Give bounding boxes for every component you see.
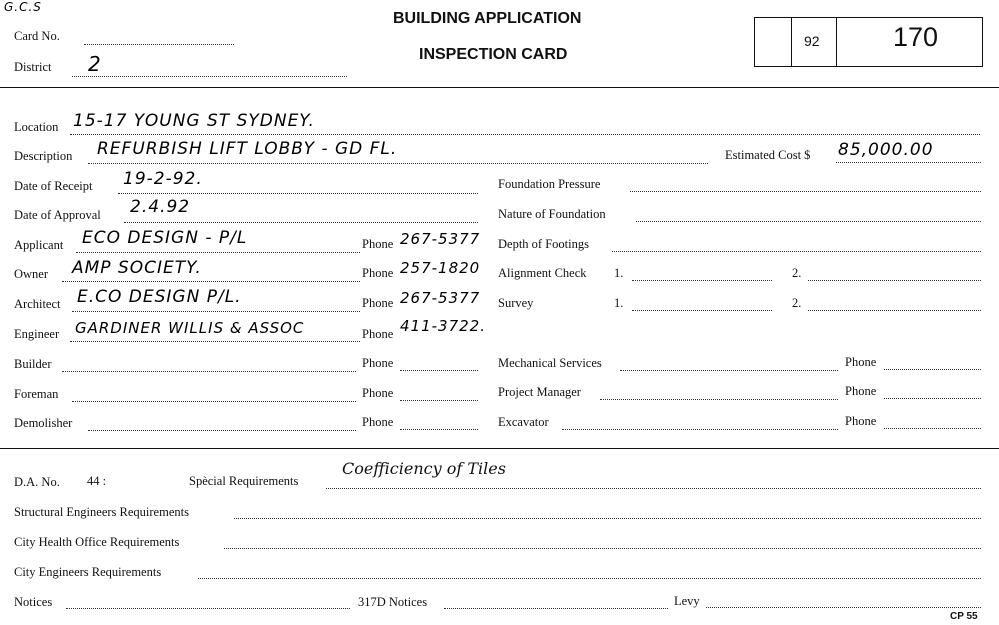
special-requirements-value: Coefficiency of Tiles bbox=[342, 459, 506, 478]
architect-line[interactable] bbox=[72, 311, 360, 312]
depth-footings-line[interactable] bbox=[612, 251, 981, 252]
card-number-box bbox=[754, 17, 983, 67]
excavator-phone-label: Phone bbox=[845, 414, 877, 428]
engineer-line[interactable] bbox=[70, 341, 360, 342]
demolisher-line[interactable] bbox=[88, 430, 356, 431]
applicant-phone-label: Phone bbox=[362, 237, 394, 251]
demolisher-label: Demolisher bbox=[14, 416, 73, 430]
date-approval-line[interactable] bbox=[124, 222, 478, 223]
card-no-line[interactable] bbox=[84, 44, 234, 45]
date-receipt-line[interactable] bbox=[118, 193, 478, 194]
mechanical-line[interactable] bbox=[620, 370, 838, 371]
owner-phone-label: Phone bbox=[362, 266, 394, 280]
form-title-line1: BUILDING APPLICATION bbox=[393, 10, 582, 27]
box-divider-2 bbox=[836, 17, 837, 67]
foundation-pressure-label: Foundation Pressure bbox=[498, 177, 601, 191]
survey-line1[interactable] bbox=[632, 310, 772, 311]
levy-line[interactable] bbox=[706, 607, 981, 608]
owner-value: AMP SOCIETY. bbox=[72, 258, 202, 278]
notices-317d-label: 317D Notices bbox=[358, 595, 428, 609]
depth-footings-label: Depth of Footings bbox=[498, 237, 589, 251]
project-manager-phone-label: Phone bbox=[845, 384, 877, 398]
engineer-phone-value: 411-3722. bbox=[400, 317, 486, 335]
mechanical-phone-label: Phone bbox=[845, 355, 877, 369]
structural-label: Structural Engineers Requirements bbox=[14, 505, 189, 519]
da-no-label: D.A. No. bbox=[14, 475, 60, 489]
mechanical-phone-line[interactable] bbox=[884, 369, 981, 370]
city-engineers-line[interactable] bbox=[198, 578, 981, 579]
project-manager-label: Project Manager bbox=[498, 385, 581, 399]
date-approval-label: Date of Approval bbox=[14, 208, 101, 222]
builder-label: Builder bbox=[14, 357, 52, 371]
location-value: 15-17 YOUNG ST SYDNEY. bbox=[73, 111, 315, 131]
da-no-value: 44 : bbox=[87, 474, 107, 488]
bottom-divider bbox=[0, 448, 999, 449]
project-manager-line[interactable] bbox=[600, 399, 838, 400]
demolisher-phone-label: Phone bbox=[362, 415, 394, 429]
alignment-check-num1: 1. bbox=[614, 266, 624, 280]
architect-phone-value: 267-5377 bbox=[400, 289, 481, 307]
health-label: City Health Office Requirements bbox=[14, 535, 180, 549]
structural-line[interactable] bbox=[234, 518, 981, 519]
description-value: REFURBISH LIFT LOBBY - GD FL. bbox=[97, 139, 398, 159]
district-label: District bbox=[14, 60, 52, 74]
foreman-phone-line[interactable] bbox=[400, 400, 478, 401]
project-manager-phone-line[interactable] bbox=[884, 398, 981, 399]
box-large-number: 170 bbox=[893, 22, 939, 52]
notices-line[interactable] bbox=[66, 608, 350, 609]
estimated-cost-label: Estimated Cost $ bbox=[725, 148, 811, 162]
margin-note: G.C.S bbox=[4, 0, 42, 14]
box-small-number: 92 bbox=[804, 33, 820, 49]
district-line[interactable] bbox=[72, 76, 347, 77]
architect-phone-label: Phone bbox=[362, 296, 394, 310]
date-receipt-label: Date of Receipt bbox=[14, 179, 93, 193]
alignment-check-line1[interactable] bbox=[632, 280, 772, 281]
notices-label: Notices bbox=[14, 595, 53, 609]
applicant-label: Applicant bbox=[14, 238, 64, 252]
owner-label: Owner bbox=[14, 267, 49, 281]
demolisher-phone-line[interactable] bbox=[400, 429, 478, 430]
special-requirements-label: Spècial Requirements bbox=[189, 474, 299, 488]
foreman-line[interactable] bbox=[72, 401, 356, 402]
owner-line[interactable] bbox=[62, 281, 360, 282]
builder-line[interactable] bbox=[62, 371, 356, 372]
mechanical-label: Mechanical Services bbox=[498, 356, 602, 370]
builder-phone-label: Phone bbox=[362, 356, 394, 370]
location-line[interactable] bbox=[70, 134, 980, 135]
levy-label: Levy bbox=[674, 594, 700, 608]
architect-value: E.CO DESIGN P/L. bbox=[77, 287, 242, 307]
description-label: Description bbox=[14, 149, 73, 163]
district-value: 2 bbox=[88, 52, 102, 76]
city-engineers-label: City Engineers Requirements bbox=[14, 565, 162, 579]
form-code: CP 55 bbox=[950, 611, 978, 622]
engineer-label: Engineer bbox=[14, 327, 60, 341]
health-line[interactable] bbox=[224, 548, 981, 549]
applicant-line[interactable] bbox=[76, 252, 360, 253]
engineer-value: GARDINER WILLIS & ASSOC bbox=[75, 319, 305, 337]
estimated-cost-line[interactable] bbox=[836, 162, 981, 163]
date-approval-value: 2.4.92 bbox=[130, 197, 191, 217]
special-requirements-line[interactable] bbox=[326, 488, 981, 489]
header-divider bbox=[0, 87, 999, 88]
engineer-phone-label: Phone bbox=[362, 327, 394, 341]
excavator-line[interactable] bbox=[562, 429, 838, 430]
description-line[interactable] bbox=[88, 163, 708, 164]
alignment-check-num2: 2. bbox=[792, 266, 802, 280]
foreman-label: Foreman bbox=[14, 387, 59, 401]
alignment-check-line2[interactable] bbox=[808, 280, 981, 281]
estimated-cost-value: 85,000.00 bbox=[838, 140, 934, 160]
applicant-phone-value: 267-5377 bbox=[400, 230, 481, 248]
architect-label: Architect bbox=[14, 297, 61, 311]
survey-num1: 1. bbox=[614, 296, 624, 310]
foundation-pressure-line[interactable] bbox=[630, 191, 981, 192]
survey-label: Survey bbox=[498, 296, 534, 310]
applicant-value: ECO DESIGN - P/L bbox=[82, 228, 248, 248]
nature-foundation-label: Nature of Foundation bbox=[498, 207, 606, 221]
notices-317d-line[interactable] bbox=[444, 608, 668, 609]
date-receipt-value: 19-2-92. bbox=[123, 169, 203, 189]
nature-foundation-line[interactable] bbox=[636, 221, 981, 222]
builder-phone-line[interactable] bbox=[400, 370, 478, 371]
card-no-label: Card No. bbox=[14, 29, 60, 43]
box-divider-1 bbox=[791, 17, 792, 67]
survey-num2: 2. bbox=[792, 296, 802, 310]
excavator-phone-line[interactable] bbox=[884, 428, 981, 429]
excavator-label: Excavator bbox=[498, 415, 549, 429]
foreman-phone-label: Phone bbox=[362, 386, 394, 400]
form-title-line2: INSPECTION CARD bbox=[419, 46, 568, 63]
alignment-check-label: Alignment Check bbox=[498, 266, 587, 280]
owner-phone-value: 257-1820 bbox=[400, 259, 481, 277]
survey-line2[interactable] bbox=[808, 310, 981, 311]
location-label: Location bbox=[14, 120, 59, 134]
